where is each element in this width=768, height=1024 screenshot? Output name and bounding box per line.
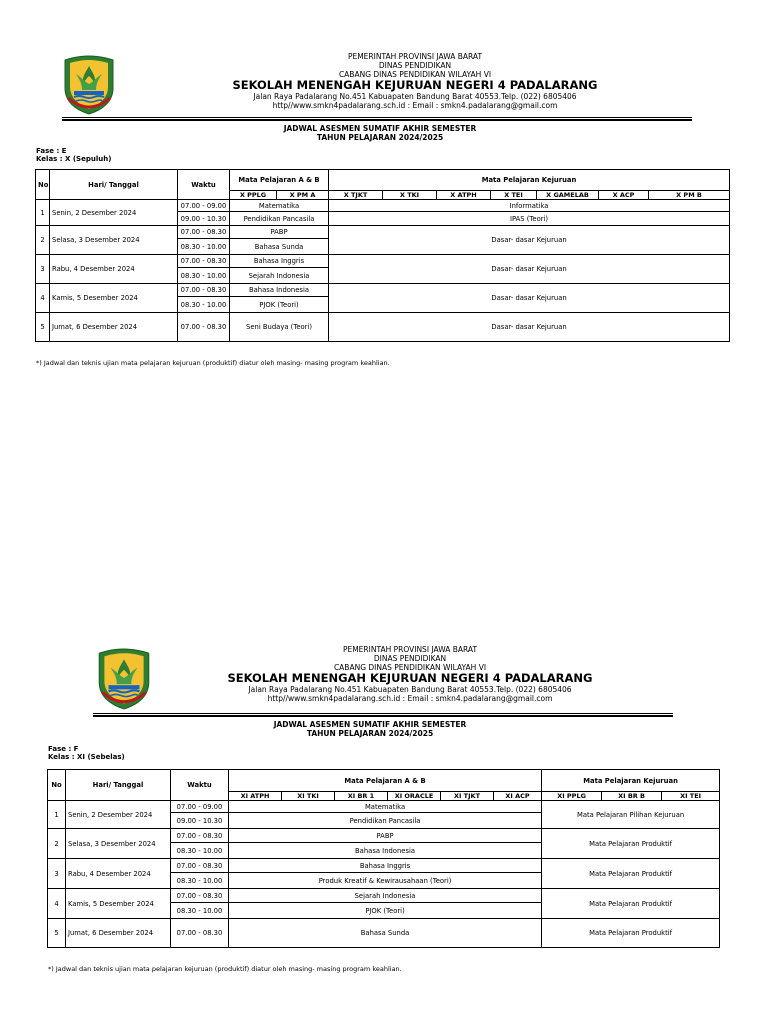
row-time: 08.30 - 10.00 xyxy=(171,873,229,889)
row-subject-ab: PABP xyxy=(229,829,542,843)
west-java-emblem-icon xyxy=(62,54,116,116)
row-no: 4 xyxy=(48,889,66,919)
row-day: Jumat, 6 Desember 2024 xyxy=(66,919,171,948)
row-time: 09.00 - 10.30 xyxy=(178,212,230,226)
row-time: 07.00 - 08.30 xyxy=(178,313,230,342)
letterhead xyxy=(140,52,690,110)
title-line1: JADWAL ASESMEN SUMATIF AKHIR SEMESTER xyxy=(283,124,477,133)
row-time: 08.30 - 10.00 xyxy=(178,239,230,255)
row-subject-kejuruan: Mata Pelajaran Produktif xyxy=(542,859,720,889)
fase-label: Fase : E xyxy=(36,147,67,155)
row-subject-kejuruan: Informatika xyxy=(329,200,730,212)
row-subject-ab: Pendidikan Pancasila xyxy=(230,212,329,226)
table-row xyxy=(36,255,730,268)
row-no: 5 xyxy=(36,313,50,342)
col-group-kejuruan: Mata Pelajaran Kejuruan xyxy=(329,170,730,191)
row-day: Jumat, 6 Desember 2024 xyxy=(50,313,178,342)
row-subject-ab: Matematika xyxy=(230,200,329,212)
row-time: 07.00 - 09.00 xyxy=(171,801,229,813)
row-no: 2 xyxy=(48,829,66,859)
title-line2: TAHUN PELAJARAN 2024/2025 xyxy=(316,133,444,142)
letterhead xyxy=(160,645,660,703)
school-address: Jalan Raya Padalarang No.451 Kabuapaten Bandung Barat 40553.Telp. (022) 6805406 xyxy=(253,92,577,101)
header-line2: DINAS PENDIDIKAN xyxy=(373,654,447,663)
row-no: 3 xyxy=(36,255,50,284)
table-row xyxy=(36,226,730,239)
table-row xyxy=(48,829,720,843)
row-subject-kejuruan: Dasar- dasar Kejuruan xyxy=(329,313,730,342)
class-header: XI TJKT xyxy=(441,792,494,801)
school-contact: http//www.smkn4padalarang.sch.id : Email : smkn4.padalarang@gmail.com xyxy=(272,101,558,110)
class-header: XI ATPH xyxy=(229,792,282,801)
class-header: X TKI xyxy=(383,191,437,200)
row-subject-kejuruan: IPAS (Teori) xyxy=(329,212,730,226)
class-header: XI BR B xyxy=(602,792,662,801)
table-row xyxy=(48,919,720,948)
row-subject-ab: Matematika xyxy=(229,801,542,813)
footnote: *) Jadwal dan teknis ujian mata pelajaran kejuruan (produktif) diatur oleh masing- masing program keahlian. xyxy=(48,965,402,973)
row-time: 08.30 - 10.00 xyxy=(178,268,230,284)
class-header: XI ACP xyxy=(494,792,542,801)
school-name: SEKOLAH MENENGAH KEJURUAN NEGERI 4 PADALARANG xyxy=(232,78,598,92)
row-no: 3 xyxy=(48,859,66,889)
row-time: 07.00 - 08.30 xyxy=(178,255,230,268)
row-time: 09.00 - 10.30 xyxy=(171,813,229,829)
table-row xyxy=(48,889,720,903)
row-subject-kejuruan: Mata Pelajaran Produktif xyxy=(542,919,720,948)
header-line2: DINAS PENDIDIKAN xyxy=(378,61,452,70)
row-time: 08.30 - 10.00 xyxy=(178,297,230,313)
col-no: No xyxy=(36,170,50,200)
row-time: 07.00 - 08.30 xyxy=(178,226,230,239)
col-no: No xyxy=(48,770,66,801)
row-subject-ab: PJOK (Teori) xyxy=(229,903,542,919)
class-header: XI TKI xyxy=(282,792,335,801)
row-subject-ab: Bahasa Sunda xyxy=(230,239,329,255)
row-subject-ab: Bahasa Indonesia xyxy=(229,843,542,859)
row-subject-ab: PABP xyxy=(230,226,329,239)
col-day: Hari/ Tanggal xyxy=(50,170,178,200)
class-header: X PM B xyxy=(649,191,730,200)
title-line2: TAHUN PELAJARAN 2024/2025 xyxy=(306,729,434,738)
col-group-ab: Mata Pelajaran A & B xyxy=(230,170,329,191)
row-no: 2 xyxy=(36,226,50,255)
class-header: X ATPH xyxy=(437,191,491,200)
row-no: 5 xyxy=(48,919,66,948)
table-row xyxy=(36,284,730,297)
row-day: Rabu, 4 Desember 2024 xyxy=(50,255,178,284)
row-day: Rabu, 4 Desember 2024 xyxy=(66,859,171,889)
row-day: Selasa, 3 Desember 2024 xyxy=(66,829,171,859)
row-subject-kejuruan: Dasar- dasar Kejuruan xyxy=(329,255,730,284)
col-time: Waktu xyxy=(171,770,229,801)
row-time: 07.00 - 09.00 xyxy=(178,200,230,212)
class-header: XI TEI xyxy=(662,792,720,801)
row-no: 1 xyxy=(36,200,50,226)
row-subject-ab: Produk Kreatif & Kewirausahaan (Teori) xyxy=(229,873,542,889)
row-time: 08.30 - 10.00 xyxy=(171,903,229,919)
school-contact: http//www.smkn4padalarang.sch.id : Email : smkn4.padalarang@gmail.com xyxy=(267,694,553,703)
title-line1: JADWAL ASESMEN SUMATIF AKHIR SEMESTER xyxy=(273,720,467,729)
row-time: 07.00 - 08.30 xyxy=(171,859,229,873)
header-divider-thick xyxy=(62,119,692,121)
table-row xyxy=(36,200,730,212)
row-subject-ab: Sejarah Indonesia xyxy=(230,268,329,284)
col-group-ab: Mata Pelajaran A & B xyxy=(229,770,542,792)
row-subject-kejuruan: Mata Pelajaran Pilihan Kejuruan xyxy=(542,801,720,829)
table-row xyxy=(36,313,730,342)
kelas-label: Kelas : XI (Sebelas) xyxy=(48,753,125,761)
west-java-emblem-icon xyxy=(93,647,155,711)
row-no: 4 xyxy=(36,284,50,313)
class-info xyxy=(36,147,111,163)
schedule-table xyxy=(35,169,730,342)
table-row xyxy=(48,801,720,813)
row-no: 1 xyxy=(48,801,66,829)
col-group-kejuruan: Mata Pelajaran Kejuruan xyxy=(542,770,720,792)
header-divider-thick xyxy=(93,715,673,717)
row-subject-ab: Bahasa Inggris xyxy=(230,255,329,268)
row-time: 07.00 - 08.30 xyxy=(171,829,229,843)
header-line1: PEMERINTAH PROVINSI JAWA BARAT xyxy=(347,52,483,61)
class-header: XI PPLG xyxy=(542,792,602,801)
class-header: X TJKT xyxy=(329,191,383,200)
class-header: X TEI xyxy=(491,191,537,200)
class-header: X ACP xyxy=(599,191,649,200)
fase-label: Fase : F xyxy=(48,745,79,753)
col-day: Hari/ Tanggal xyxy=(66,770,171,801)
footnote: *) Jadwal dan teknis ujian mata pelajaran kejuruan (produktif) diatur oleh masing- masing program keahlian. xyxy=(36,359,390,367)
row-subject-ab: Pendidikan Pancasila xyxy=(229,813,542,829)
schedule-title xyxy=(180,124,580,142)
class-header: X PPLG xyxy=(230,191,277,200)
row-subject-ab: Seni Budaya (Teori) xyxy=(230,313,329,342)
header-line3: CABANG DINAS PENDIDIKAN WILAYAH VI xyxy=(338,70,492,79)
col-time: Waktu xyxy=(178,170,230,200)
class-info xyxy=(48,745,125,761)
row-time: 08.30 - 10.00 xyxy=(171,843,229,859)
school-address: Jalan Raya Padalarang No.451 Kabuapaten Bandung Barat 40553.Telp. (022) 6805406 xyxy=(248,685,572,694)
row-time: 07.00 - 08.30 xyxy=(171,919,229,948)
row-subject-ab: Sejarah Indonesia xyxy=(229,889,542,903)
row-subject-ab: PJOK (Teori) xyxy=(230,297,329,313)
row-subject-kejuruan: Dasar- dasar Kejuruan xyxy=(329,226,730,255)
row-time: 07.00 - 08.30 xyxy=(171,889,229,903)
schedule-table xyxy=(47,769,720,948)
schedule-title xyxy=(170,720,570,738)
header-divider xyxy=(62,117,692,118)
header-line3: CABANG DINAS PENDIDIKAN WILAYAH VI xyxy=(333,663,487,672)
class-header: XI BR 1 xyxy=(335,792,388,801)
row-day: Selasa, 3 Desember 2024 xyxy=(50,226,178,255)
row-subject-ab: Bahasa Indonesia xyxy=(230,284,329,297)
row-subject-kejuruan: Mata Pelajaran Produktif xyxy=(542,889,720,919)
row-day: Kamis, 5 Desember 2024 xyxy=(50,284,178,313)
header-divider xyxy=(93,713,673,714)
row-day: Kamis, 5 Desember 2024 xyxy=(66,889,171,919)
row-time: 07.00 - 08.30 xyxy=(178,284,230,297)
school-name: SEKOLAH MENENGAH KEJURUAN NEGERI 4 PADALARANG xyxy=(227,671,593,685)
class-header: XI ORACLE xyxy=(388,792,441,801)
row-subject-ab: Bahasa Sunda xyxy=(229,919,542,948)
class-header: X PM A xyxy=(277,191,329,200)
row-subject-ab: Bahasa Inggris xyxy=(229,859,542,873)
row-day: Senin, 2 Desember 2024 xyxy=(66,801,171,829)
header-line1: PEMERINTAH PROVINSI JAWA BARAT xyxy=(342,645,478,654)
row-subject-kejuruan: Mata Pelajaran Produktif xyxy=(542,829,720,859)
kelas-label: Kelas : X (Sepuluh) xyxy=(36,155,112,163)
class-header: X GAMELAB xyxy=(537,191,599,200)
table-row xyxy=(48,859,720,873)
row-day: Senin, 2 Desember 2024 xyxy=(50,200,178,226)
row-subject-kejuruan: Dasar- dasar Kejuruan xyxy=(329,284,730,313)
